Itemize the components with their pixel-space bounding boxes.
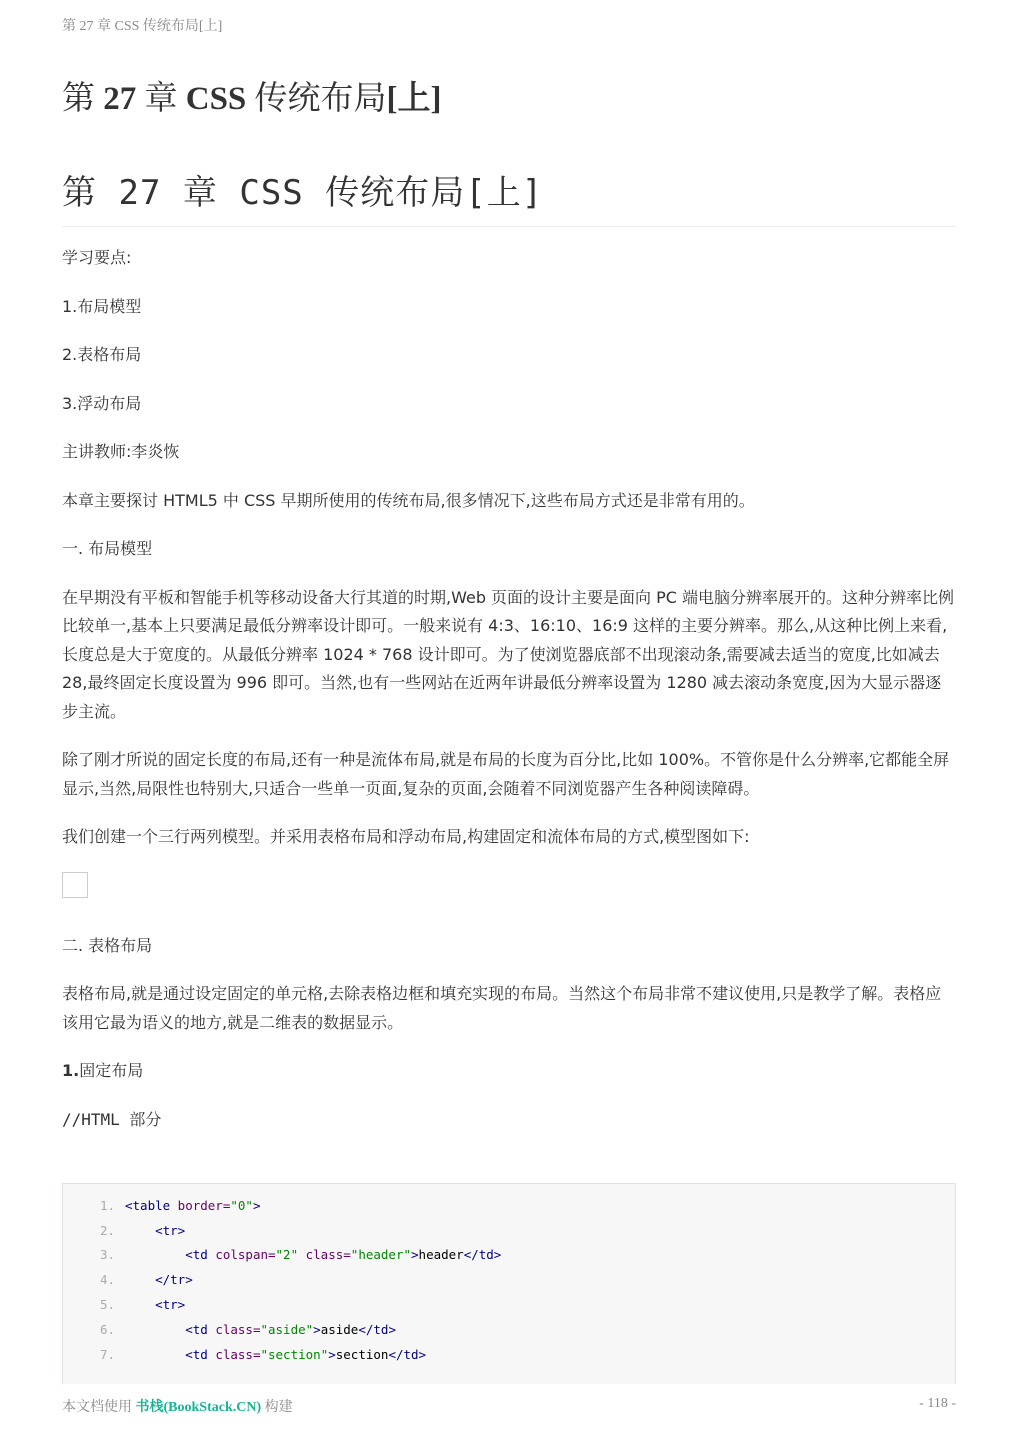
line-number: 5. xyxy=(99,1297,115,1313)
model-diagram-image xyxy=(62,872,88,898)
code-block xyxy=(62,1183,956,1384)
subheading-text: 固定布局 xyxy=(79,1061,144,1080)
line-number: 1. xyxy=(99,1197,115,1213)
code-tag: > xyxy=(411,1247,419,1263)
instructor-line: 主讲教师:李炎恢 xyxy=(62,442,180,461)
footer-credit xyxy=(62,1396,293,1416)
code-text: section xyxy=(335,1346,389,1362)
code-value: "header" xyxy=(350,1247,412,1263)
code-value: "2" xyxy=(275,1247,299,1263)
code-tag: > xyxy=(252,1197,261,1213)
code-line xyxy=(63,1267,955,1292)
footer-prefix: 本文档使用 xyxy=(62,1400,136,1415)
line-number: 2. xyxy=(99,1222,115,1238)
chapter-title-word: 章 xyxy=(136,81,186,117)
chapter-title xyxy=(62,76,442,122)
line-number: 3. xyxy=(99,1247,115,1263)
code-line xyxy=(63,1243,955,1268)
code-value: "aside" xyxy=(260,1321,314,1337)
learning-point-1: 1.布局模型 xyxy=(62,296,142,316)
footer-suffix: 构建 xyxy=(261,1400,293,1415)
main-heading: 第 27 章 CSS 传统布局[上] xyxy=(62,168,956,227)
section-heading-layout-model: 一. 布局模型 xyxy=(62,539,153,558)
code-attr: class= xyxy=(207,1346,261,1362)
chapter-title-css: CSS xyxy=(185,81,247,117)
code-tag: > xyxy=(313,1321,321,1337)
code-tag: </td> xyxy=(388,1346,427,1362)
code-tag: > xyxy=(328,1346,336,1362)
code-tag: </tr> xyxy=(155,1272,193,1288)
code-value: "0" xyxy=(230,1197,253,1213)
chapter-title-prefix: 第 xyxy=(62,81,104,117)
subheading-number: 1. xyxy=(62,1061,80,1080)
page-footer xyxy=(62,1396,956,1416)
code-tag: <tr> xyxy=(155,1222,186,1238)
paragraph-table-layout: 表格布局,就是通过设定固定的单元格,去除表格边框和填充实现的布局。当然这个布局非常不建议使用,只是教学了解。表格应该用它最为语义的地方,就是二维表的数据显示。 xyxy=(62,984,942,1032)
code-line xyxy=(63,1342,955,1367)
code-tag: <tr> xyxy=(155,1297,186,1313)
chapter-title-part: [上] xyxy=(386,81,442,117)
code-caption: //HTML 部分 xyxy=(62,1109,162,1129)
bookstack-link[interactable]: 书栈(BookStack.CN) xyxy=(135,1400,262,1415)
chapter-number: 27 xyxy=(103,81,137,117)
code-value: "section" xyxy=(260,1346,329,1362)
chapter-title-topic: 传统布局 xyxy=(246,81,387,117)
code-attr: class= xyxy=(298,1247,351,1263)
code-tag: <td xyxy=(185,1247,208,1263)
learning-point-2: 2.表格布局 xyxy=(62,345,142,364)
paragraph-fixed-layout: 在早期没有平板和智能手机等移动设备大行其道的时期,Web 页面的设计主要是面向 PC 端电脑分辨率展开的。这种分辨率比例比较单一,基本上只要满足最低分辨率设计即可。一般来说有 4:3、16:10、16:9 这样的主要分辨率。那么,从这种比例上来看,长度总是大于宽度的。从最低分辨率 1024 * 768 设计即可。为了使浏览器底部不出现滚动条,需要减去适当的宽度,比如减去 28,最终固定长度设置为 996 即可。当然,也有一些网站在近两年讲最低分辨率设置为 1280 减去滚动条宽度,因为大显示器逐步主流。 xyxy=(62,587,955,721)
code-tag: <td xyxy=(185,1321,208,1337)
paragraph-fluid-layout: 除了刚才所说的固定长度的布局,还有一种是流体布局,就是布局的长度为百分比,比如 100%。不管你是什么分辨率,它都能全屏显示,当然,局限性也特别大,只适合一些单一页面,复杂的页面,会随着不同浏览器产生各种阅读障碍。 xyxy=(62,750,950,798)
code-tag: </td> xyxy=(463,1247,502,1263)
section-heading-table-layout: 二. 表格布局 xyxy=(62,935,153,955)
learning-points-label: 学习要点: xyxy=(62,248,132,267)
line-number: 7. xyxy=(99,1346,115,1362)
line-number: 6. xyxy=(99,1321,115,1337)
code-line xyxy=(63,1292,955,1317)
running-header: 第 27 章 CSS 传统布局[上] xyxy=(62,19,223,34)
code-line xyxy=(63,1317,955,1342)
chapter-intro: 本章主要探讨 HTML5 中 CSS 早期所使用的传统布局,很多情况下,这些布局方式还是非常有用的。 xyxy=(62,490,755,510)
code-text: header xyxy=(418,1247,464,1263)
learning-point-3: 3.浮动布局 xyxy=(62,393,142,413)
code-attr: border= xyxy=(170,1197,231,1213)
code-line xyxy=(63,1218,955,1243)
code-tag: <table xyxy=(125,1197,171,1213)
code-tag: <td xyxy=(185,1346,208,1362)
page-number: - 118 - xyxy=(919,1396,956,1411)
line-number: 4. xyxy=(99,1272,115,1288)
subheading-fixed-layout xyxy=(62,1057,956,1086)
code-text: aside xyxy=(320,1321,359,1337)
code-attr: colspan= xyxy=(207,1247,276,1263)
code-tag: </td> xyxy=(358,1321,396,1337)
code-line xyxy=(63,1193,955,1218)
code-attr: class= xyxy=(207,1321,261,1337)
paragraph-model-intro: 我们创建一个三行两列模型。并采用表格布局和浮动布局,构建固定和流体布局的方式,模型图如下: xyxy=(62,827,750,846)
article-body xyxy=(62,244,956,1154)
